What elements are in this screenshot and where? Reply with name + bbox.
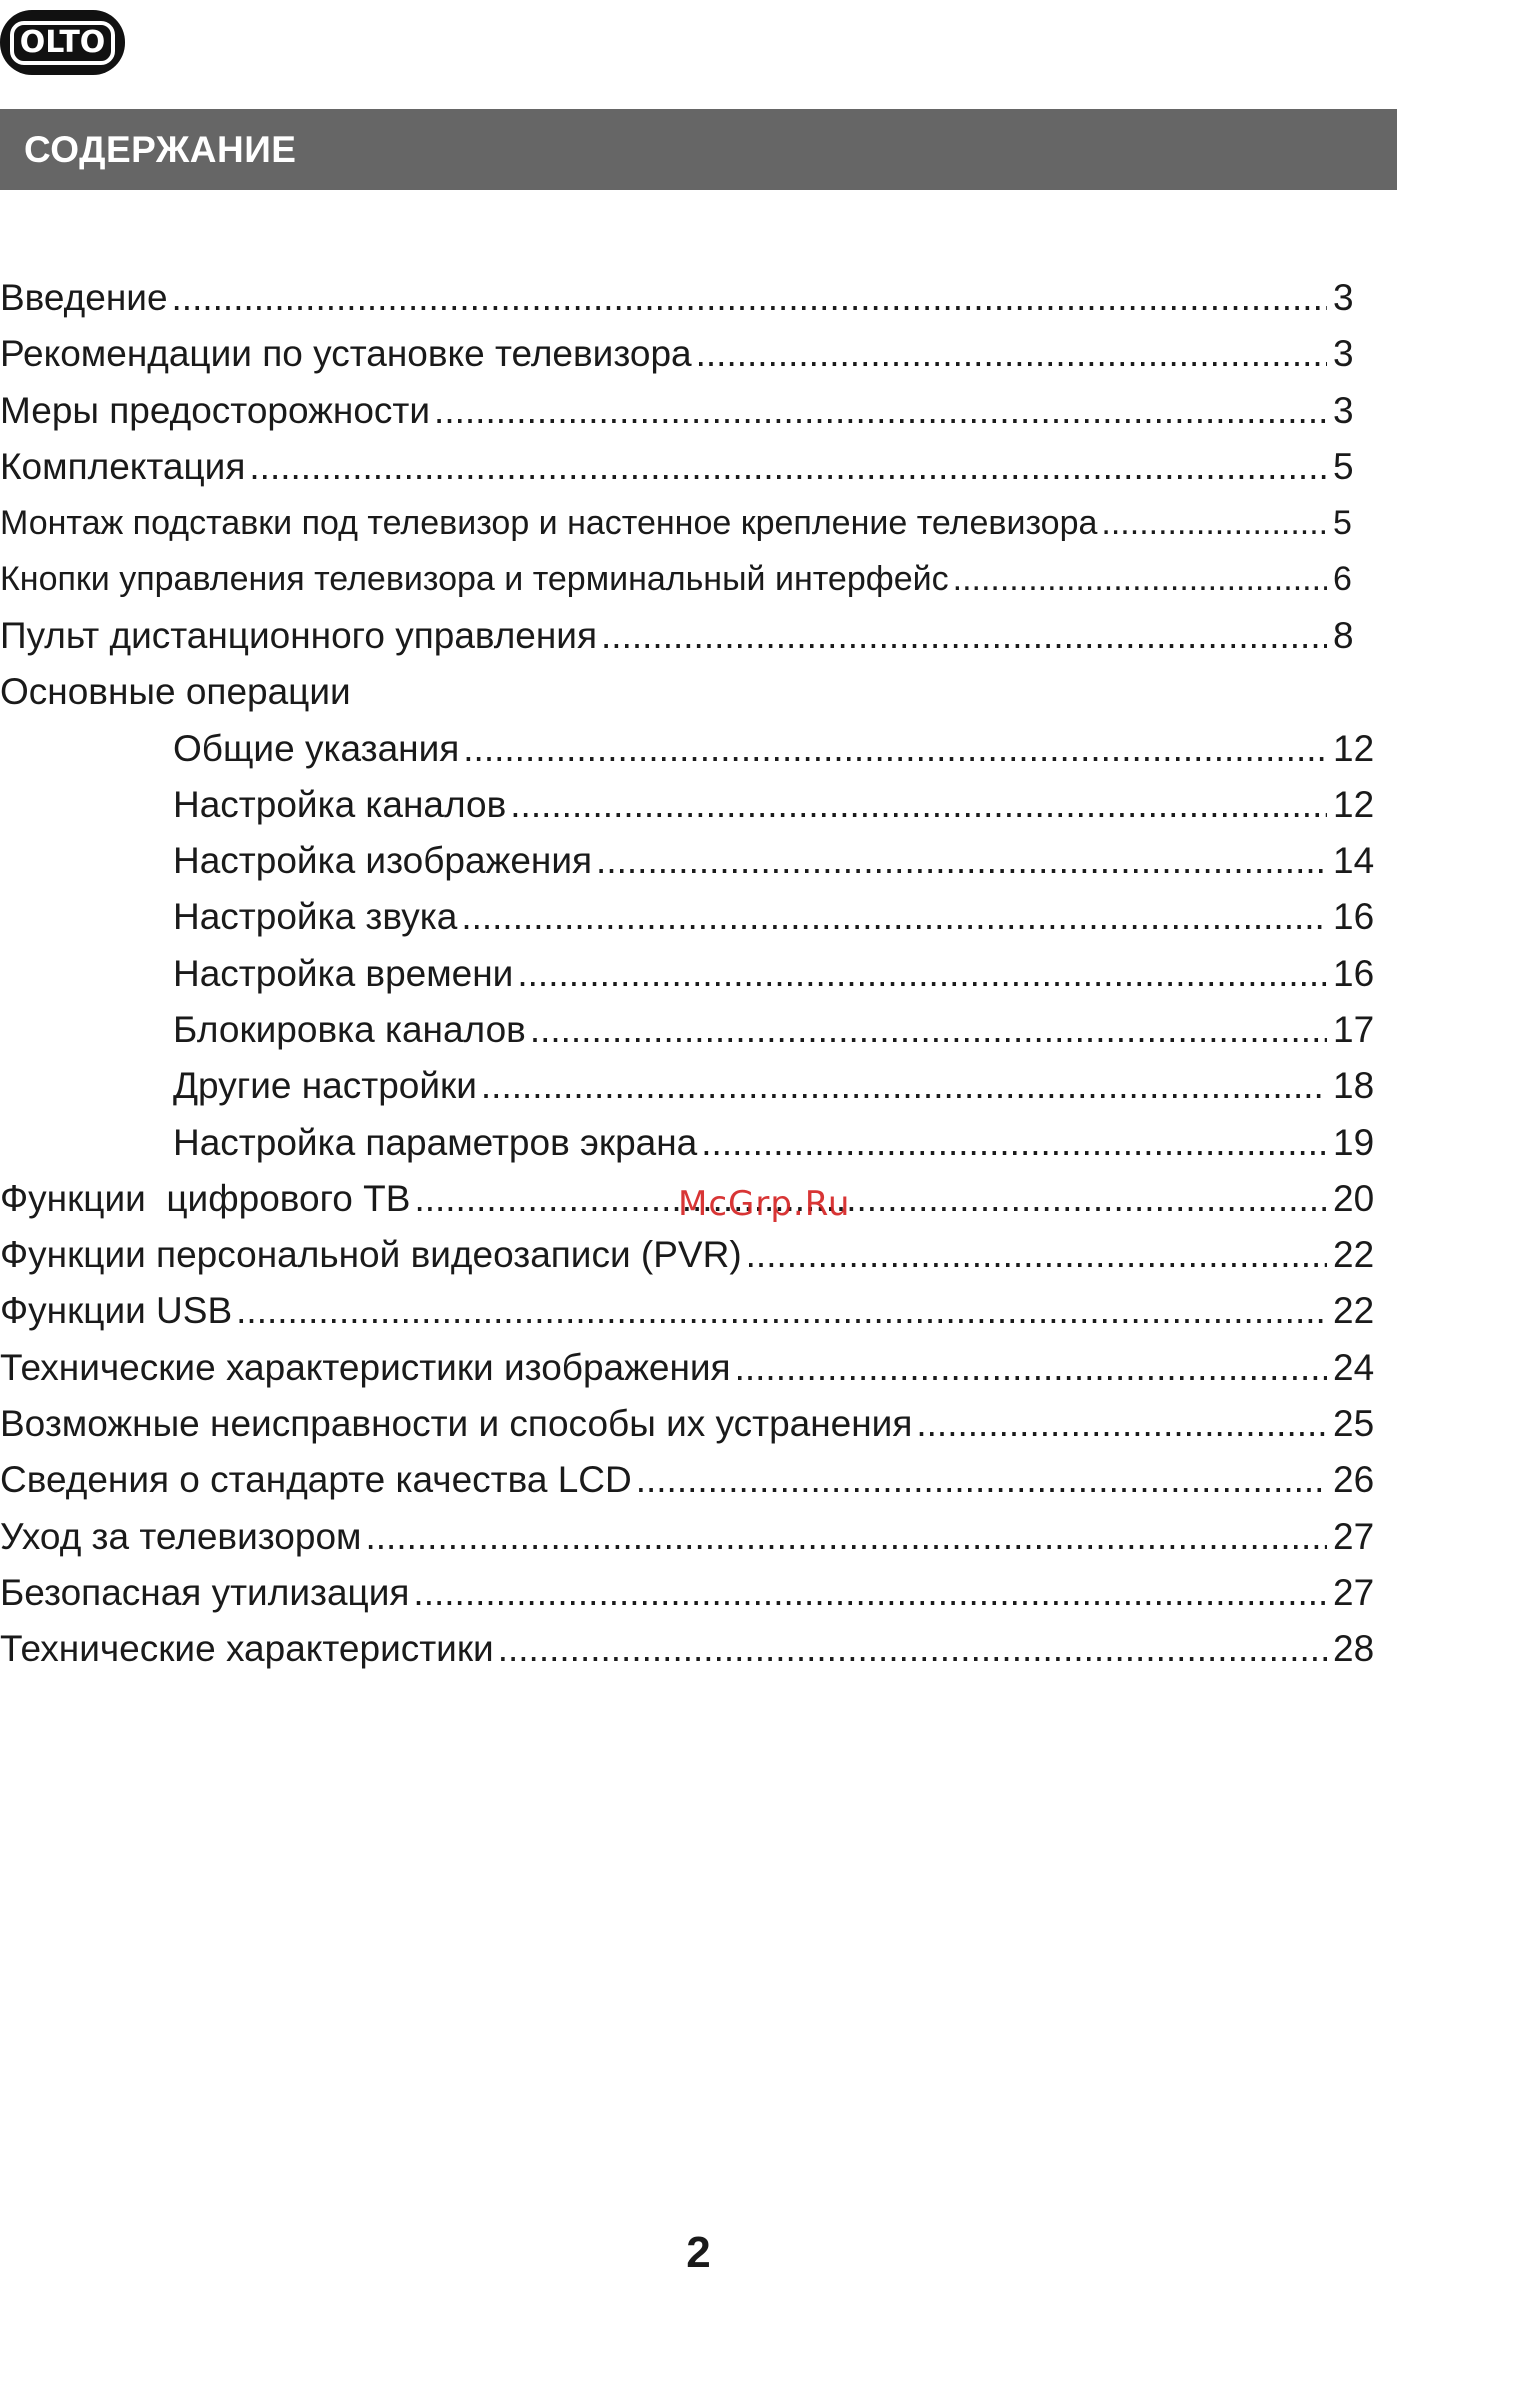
toc-entry-title: Блокировка каналов <box>173 1009 526 1050</box>
toc-leader-dots <box>596 840 1327 882</box>
toc-entry[interactable] <box>0 495 1385 551</box>
table-of-contents <box>0 270 1385 1677</box>
toc-entry[interactable] <box>0 439 1385 495</box>
toc-entry-page: 20 <box>1333 1177 1375 1219</box>
toc-entry-title: Технические характеристики <box>0 1628 494 1670</box>
toc-entry[interactable] <box>0 1509 1385 1565</box>
toc-leader-dots <box>696 333 1327 375</box>
toc-entry[interactable] <box>0 1340 1385 1396</box>
olto-logo <box>0 10 125 75</box>
toc-entry-title: Функции цифрового ТВ <box>0 1177 411 1219</box>
toc-subentry[interactable] <box>0 1058 1385 1114</box>
toc-leader-dots <box>517 953 1327 995</box>
toc-entry-title: Настройка времени <box>173 952 514 994</box>
toc-entry-page: 25 <box>1333 1403 1375 1445</box>
toc-entry-title: Меры предосторожности <box>0 389 431 431</box>
toc-leader-dots <box>701 1122 1327 1164</box>
toc-leader-dots <box>498 1628 1327 1670</box>
toc-entry-page: 17 <box>1333 1009 1375 1050</box>
toc-leader-dots <box>434 390 1327 432</box>
toc-entry-title: Безопасная утилизация <box>0 1571 410 1613</box>
toc-entry-page: 26 <box>1333 1459 1375 1501</box>
toc-entry-title: Основные операции <box>0 671 351 713</box>
toc-leader-dots <box>481 1065 1327 1107</box>
toc-subentry[interactable] <box>0 946 1385 1002</box>
toc-leader-dots <box>172 277 1327 319</box>
toc-leader-dots <box>746 1234 1327 1276</box>
toc-entry-title: Введение <box>0 277 168 319</box>
toc-entry-page: 12 <box>1333 727 1375 769</box>
toc-subentry[interactable] <box>0 1002 1385 1058</box>
toc-entry-title: Настройка изображения <box>173 840 593 882</box>
toc-entry-title: Комплектация <box>0 446 246 488</box>
toc-leader-dots <box>916 1403 1327 1445</box>
toc-entry-page: 28 <box>1333 1628 1375 1670</box>
toc-subentry[interactable] <box>0 833 1385 889</box>
toc-entry-page: 16 <box>1333 952 1375 994</box>
toc-subentry[interactable] <box>0 777 1385 833</box>
toc-entry-page: 3 <box>1333 389 1354 431</box>
toc-entry[interactable] <box>0 551 1385 607</box>
toc-entry-title: Рекомендации по установке телевизора <box>0 333 692 375</box>
toc-leader-dots <box>461 896 1327 938</box>
toc-entry[interactable] <box>0 1621 1385 1677</box>
toc-entry-page: 3 <box>1333 277 1354 319</box>
page-title: СОДЕРЖАНИЕ <box>24 128 297 170</box>
toc-leader-dots <box>953 560 1327 599</box>
toc-leader-dots <box>601 615 1327 657</box>
toc-entry-title: Пульт дистанционного управления <box>0 614 598 656</box>
logo-text: OLTO <box>10 21 116 65</box>
toc-entry-title: Сведения о стандарте качества LCD <box>0 1459 632 1501</box>
toc-leader-dots <box>530 1009 1327 1051</box>
toc-entry-title: Настройка каналов <box>173 783 507 825</box>
toc-leader-dots <box>249 446 1327 488</box>
toc-leader-dots <box>463 728 1327 770</box>
toc-entry[interactable] <box>0 608 1385 664</box>
toc-subentry[interactable] <box>0 1114 1385 1170</box>
toc-entry-page: 8 <box>1333 614 1354 656</box>
toc-entry-page: 22 <box>1333 1234 1375 1276</box>
toc-entry-title: Общие указания <box>173 727 460 769</box>
toc-entry-title: Функции USB <box>0 1290 233 1332</box>
toc-entry-page: 3 <box>1333 333 1354 375</box>
toc-entry-title: Кнопки управления телевизора и терминальный интерфейс <box>0 560 949 599</box>
toc-entry-page: 27 <box>1333 1515 1375 1557</box>
toc-entry-title: Другие настройки <box>173 1065 477 1107</box>
toc-leader-dots <box>735 1347 1327 1389</box>
toc-leader-dots <box>365 1516 1327 1558</box>
toc-entry-page: 19 <box>1333 1121 1375 1163</box>
toc-entry-page: 16 <box>1333 896 1375 938</box>
toc-entry-title: Уход за телевизором <box>0 1515 362 1557</box>
toc-entry-page: 6 <box>1333 560 1352 599</box>
toc-entry-title: Функции персональной видеозаписи (PVR) <box>0 1234 742 1276</box>
toc-entry[interactable] <box>0 1227 1385 1283</box>
toc-entry-page: 14 <box>1333 840 1375 882</box>
toc-entry[interactable] <box>0 1452 1385 1508</box>
watermark: McGrp.Ru <box>678 1184 851 1224</box>
toc-leader-dots <box>1101 504 1327 543</box>
toc-entry-title: Монтаж подставки под телевизор и настенное крепление телевизора <box>0 503 1098 542</box>
toc-entry[interactable] <box>0 1565 1385 1621</box>
toc-entry-title: Технические характеристики изображения <box>0 1346 731 1388</box>
toc-subentry[interactable] <box>0 889 1385 945</box>
toc-entry-title: Возможные неисправности и способы их устранения <box>0 1403 913 1445</box>
section-header-bar <box>0 109 1397 190</box>
toc-leader-dots <box>413 1572 1327 1614</box>
toc-leader-dots <box>636 1459 1327 1501</box>
toc-entry-page: 12 <box>1333 783 1375 825</box>
toc-entry-page: 24 <box>1333 1346 1375 1388</box>
page-number: 2 <box>686 2228 711 2277</box>
toc-leader-dots <box>510 784 1327 826</box>
toc-leader-dots <box>236 1290 1327 1332</box>
toc-section-heading[interactable] <box>0 664 1385 720</box>
toc-entry[interactable] <box>0 270 1385 326</box>
toc-entry-page: 5 <box>1333 503 1352 542</box>
toc-entry-title: Настройка параметров экрана <box>173 1121 698 1163</box>
toc-entry-page: 5 <box>1333 446 1354 488</box>
toc-entry-page: 27 <box>1333 1571 1375 1613</box>
toc-entry[interactable] <box>0 1283 1385 1339</box>
toc-entry-page: 22 <box>1333 1290 1375 1332</box>
toc-entry[interactable] <box>0 326 1385 382</box>
toc-entry-title: Настройка звука <box>173 896 458 938</box>
toc-subentry[interactable] <box>0 720 1385 776</box>
toc-entry-page: 18 <box>1333 1065 1375 1107</box>
toc-entry[interactable] <box>0 1396 1385 1452</box>
toc-entry[interactable] <box>0 383 1385 439</box>
toc-leader-dots <box>414 1178 1327 1220</box>
